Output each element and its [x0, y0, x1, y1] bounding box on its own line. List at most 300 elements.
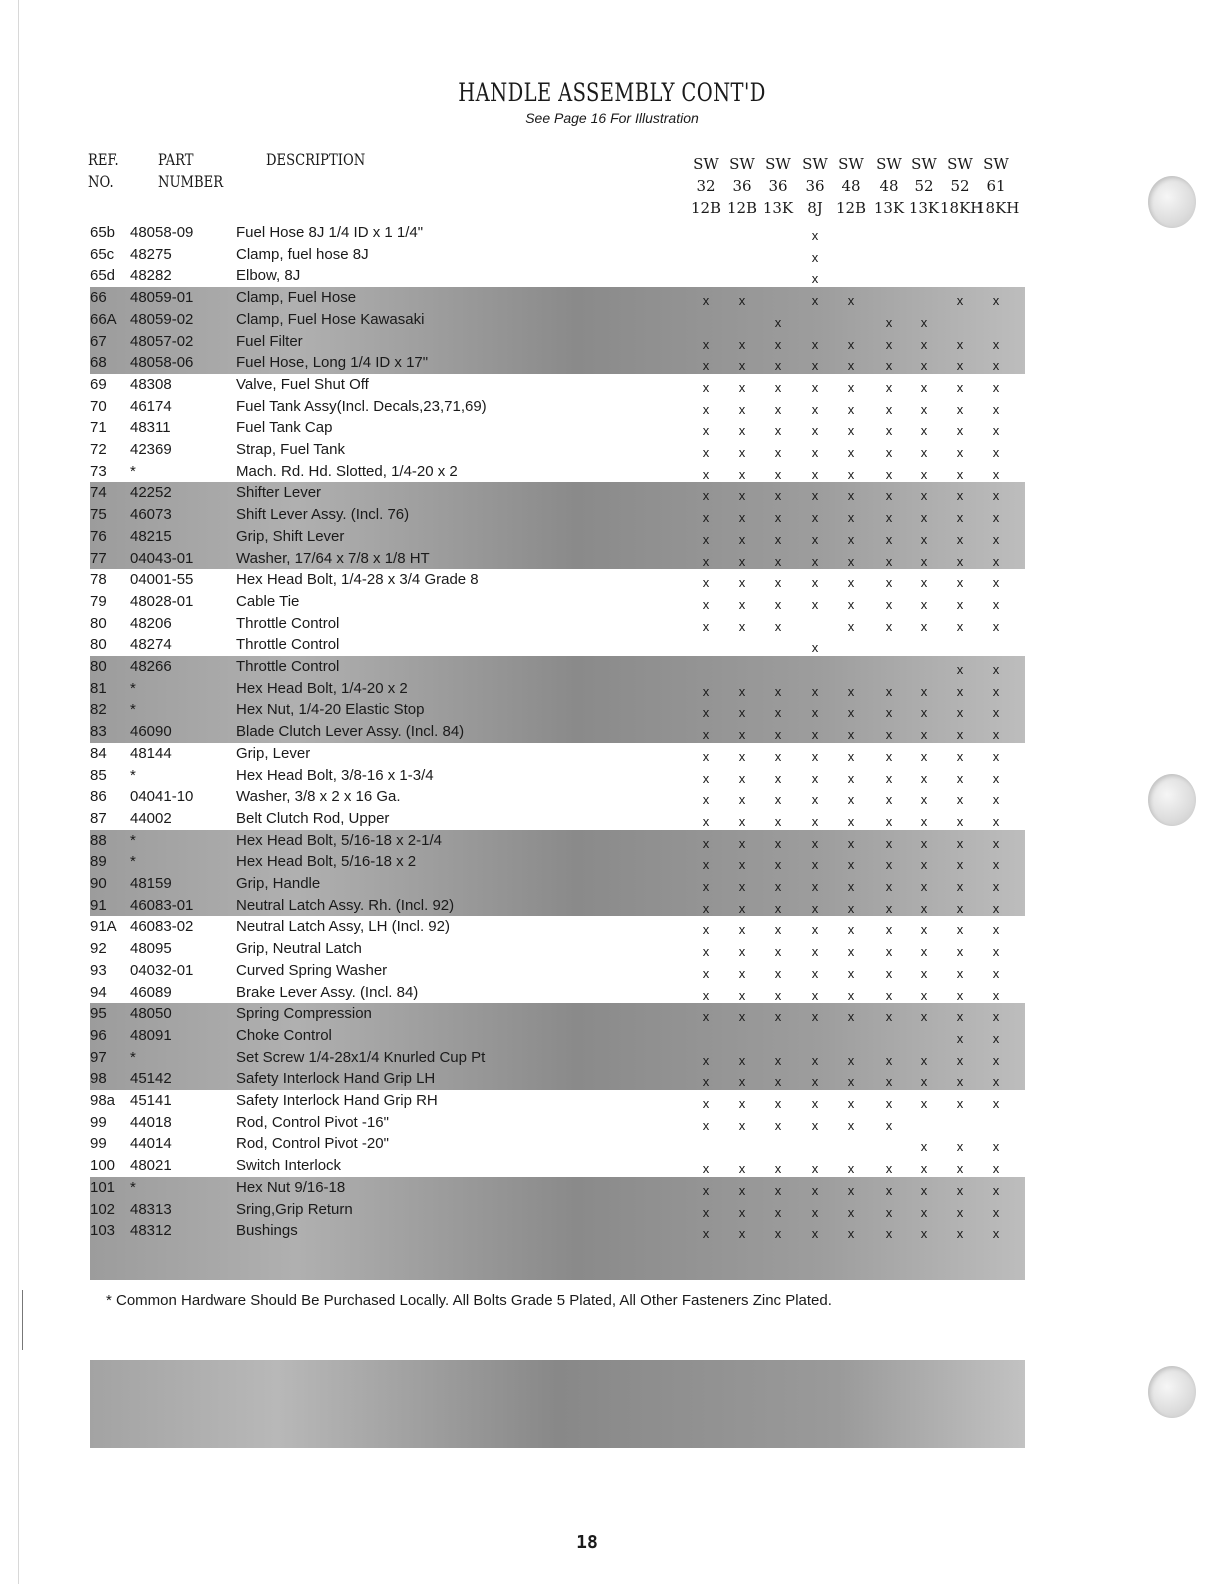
ref-cell: 78 — [90, 571, 107, 589]
model-header-line: SW — [947, 155, 973, 173]
fitment-mark: x — [774, 336, 782, 352]
table-row — [0, 656, 1224, 678]
fitment-mark: x — [885, 727, 893, 743]
fitment-mark: x — [992, 401, 1000, 417]
ref-cell: 86 — [90, 788, 107, 806]
fitment-mark: x — [811, 293, 819, 309]
model-header-line: 61 — [986, 177, 1006, 195]
fitment-mark: x — [885, 466, 893, 482]
fitment-mark: x — [702, 553, 710, 569]
fitment-mark: x — [811, 748, 819, 764]
fitment-mark: x — [885, 1117, 893, 1133]
part-number-cell: 48058-06 — [130, 354, 194, 372]
part-number-cell: 04043-01 — [130, 549, 194, 567]
fitment-mark: x — [920, 531, 928, 547]
fitment-mark: x — [992, 1009, 1000, 1025]
fitment-mark: x — [992, 618, 1000, 634]
fitment-mark: x — [847, 1161, 855, 1177]
ref-cell: 95 — [90, 1005, 107, 1023]
ref-cell: 65b — [90, 224, 116, 241]
model-header-5 — [869, 153, 909, 219]
ref-cell: 80 — [90, 658, 107, 675]
fitment-mark: x — [885, 618, 893, 634]
description-cell: Grip, Lever — [236, 744, 311, 762]
part-number-cell: * — [130, 831, 136, 849]
description-cell: Washer, 17/64 x 7/8 x 1/8 HT — [236, 549, 430, 567]
fitment-mark: x — [920, 1096, 928, 1111]
table-row — [0, 916, 1224, 938]
fitment-mark: x — [885, 944, 893, 960]
fitment-mark: x — [920, 1182, 928, 1198]
fitment-mark: x — [738, 965, 746, 981]
fitment-mark: x — [847, 531, 855, 547]
footnote: * Common Hardware Should Be Purchased Locally. All Bolts Grade 5 Plated, All Other Fasteners Zinc Plated. — [106, 1292, 832, 1309]
part-number-cell: 48275 — [130, 245, 172, 263]
table-row — [0, 1090, 1224, 1112]
fitment-mark: x — [738, 857, 746, 873]
table-row — [0, 721, 1224, 743]
fitment-mark: x — [811, 1182, 819, 1198]
part-number-cell: 04041-10 — [130, 788, 194, 806]
model-header-1 — [722, 153, 762, 219]
ref-cell: 65c — [90, 245, 115, 263]
fitment-mark: x — [956, 336, 964, 352]
part-number-cell: * — [130, 701, 136, 719]
fitment-mark: x — [956, 965, 964, 981]
fitment-mark: x — [702, 1204, 710, 1220]
fitment-mark: x — [992, 987, 1000, 1003]
fitment-mark: x — [847, 1182, 855, 1198]
fitment-mark: x — [702, 857, 710, 873]
fitment-mark: x — [992, 1052, 1000, 1068]
fitment-mark: x — [885, 553, 893, 569]
fitment-mark: x — [885, 683, 893, 699]
fitment-mark: x — [702, 879, 710, 894]
table-row — [0, 439, 1224, 461]
fitment-mark: x — [956, 293, 964, 309]
part-number-cell: * — [130, 853, 136, 871]
model-header-line: 48 — [879, 177, 899, 195]
fitment-mark: x — [811, 423, 819, 439]
fitment-mark: x — [847, 987, 855, 1003]
fitment-mark: x — [702, 575, 710, 591]
fitment-mark: x — [811, 987, 819, 1003]
model-header-line: 18KH — [976, 199, 1020, 217]
fitment-mark: x — [847, 488, 855, 504]
fitment-mark: x — [956, 531, 964, 547]
table-row — [0, 960, 1224, 982]
fitment-mark: x — [847, 618, 855, 634]
fitment-mark: x — [847, 900, 855, 916]
table-row — [0, 1025, 1224, 1047]
fitment-mark: x — [992, 379, 1000, 395]
part-number-cell: 46089 — [130, 983, 172, 1001]
description-cell: Valve, Fuel Shut Off — [236, 375, 369, 393]
fitment-mark: x — [885, 531, 893, 547]
fitment-mark: x — [847, 683, 855, 699]
description-cell: Curved Spring Washer — [236, 961, 388, 979]
part-number-cell: 48057-02 — [130, 332, 194, 350]
fitment-mark: x — [885, 575, 893, 591]
fitment-mark: x — [738, 575, 746, 591]
fitment-mark: x — [738, 879, 746, 894]
table-row — [0, 526, 1224, 548]
fitment-mark: x — [811, 379, 819, 395]
fitment-mark: x — [847, 401, 855, 417]
model-header-line: 36 — [768, 177, 788, 195]
fitment-mark: x — [702, 944, 710, 960]
table-row — [0, 569, 1224, 591]
fitment-mark: x — [811, 727, 819, 743]
fitment-mark: x — [847, 466, 855, 482]
ref-cell: 76 — [90, 527, 107, 545]
ref-cell: 97 — [90, 1048, 107, 1066]
fitment-mark: x — [811, 922, 819, 938]
ref-cell: 91A — [90, 918, 117, 936]
fitment-mark: x — [920, 1139, 928, 1155]
part-number-cell: 48058-09 — [130, 224, 194, 241]
fitment-mark: x — [992, 445, 1000, 460]
fitment-mark: x — [811, 228, 819, 243]
fitment-mark: x — [956, 770, 964, 786]
fitment-mark: x — [811, 1052, 819, 1068]
model-header-line: SW — [765, 155, 791, 173]
fitment-mark: x — [956, 683, 964, 699]
fitment-mark: x — [702, 1117, 710, 1133]
model-header-line: 13K — [762, 199, 794, 217]
fitment-mark: x — [885, 748, 893, 764]
fitment-mark: x — [774, 1096, 782, 1111]
model-header-line: 12B — [690, 199, 722, 217]
fitment-mark: x — [920, 596, 928, 612]
table-row — [0, 1199, 1224, 1221]
fitment-mark: x — [920, 813, 928, 829]
fitment-mark: x — [847, 1096, 855, 1111]
fitment-mark: x — [956, 727, 964, 743]
fitment-mark: x — [774, 1226, 782, 1242]
fitment-mark: x — [847, 553, 855, 569]
part-number-cell: 46174 — [130, 397, 172, 415]
fitment-mark: x — [847, 1226, 855, 1242]
fitment-mark: x — [738, 1161, 746, 1177]
description-cell: Shifter Lever — [236, 484, 322, 502]
table-row — [0, 1155, 1224, 1177]
fitment-mark: x — [847, 1204, 855, 1220]
fitment-mark: x — [847, 792, 855, 808]
fitment-mark: x — [956, 618, 964, 634]
fitment-mark: x — [702, 379, 710, 395]
fitment-mark: x — [956, 1009, 964, 1025]
fitment-mark: x — [956, 553, 964, 569]
fitment-mark: x — [702, 965, 710, 981]
fitment-mark: x — [738, 683, 746, 699]
fitment-mark: x — [885, 336, 893, 352]
description-cell: Bushings — [236, 1222, 298, 1240]
fitment-mark: x — [774, 1117, 782, 1133]
model-header-2 — [758, 153, 798, 219]
description-cell: Throttle Control — [236, 658, 340, 675]
part-number-cell: 45141 — [130, 1092, 172, 1109]
table-row — [0, 287, 1224, 309]
part-number-cell: 48266 — [130, 658, 172, 675]
part-number-cell: 48059-02 — [130, 310, 194, 328]
ref-cell: 89 — [90, 853, 107, 871]
fitment-mark: x — [847, 965, 855, 981]
part-number-cell: 46073 — [130, 506, 172, 524]
fitment-mark: x — [885, 965, 893, 981]
fitment-mark: x — [702, 488, 710, 504]
fitment-mark: x — [774, 1009, 782, 1025]
ref-cell: 66A — [90, 310, 117, 328]
fitment-mark: x — [992, 1226, 1000, 1242]
part-number-cell: 48311 — [130, 419, 171, 437]
description-cell: Hex Head Bolt, 1/4-28 x 3/4 Grade 8 — [236, 571, 479, 589]
fitment-mark: x — [956, 358, 964, 374]
table-row — [0, 678, 1224, 700]
description-cell: Brake Lever Assy. (Incl. 84) — [236, 983, 419, 1001]
fitment-mark: x — [702, 792, 710, 808]
fitment-mark: x — [956, 510, 964, 526]
part-number-cell: 44018 — [130, 1113, 172, 1131]
part-number-cell: 48091 — [130, 1026, 172, 1044]
fitment-mark: x — [774, 1052, 782, 1068]
fitment-mark: x — [702, 705, 710, 721]
model-header-line: SW — [838, 155, 864, 173]
fitment-mark: x — [774, 618, 782, 634]
part-number-cell: 46083-01 — [130, 896, 194, 914]
description-column-header: DESCRIPTION — [266, 150, 366, 169]
fitment-mark: x — [992, 727, 1000, 743]
part-number-cell: 04032-01 — [130, 961, 194, 979]
fitment-mark: x — [920, 965, 928, 981]
fitment-mark: x — [847, 727, 855, 743]
fitment-mark: x — [920, 379, 928, 395]
fitment-mark: x — [992, 965, 1000, 981]
ref-cell: 93 — [90, 961, 107, 979]
fitment-mark: x — [920, 466, 928, 482]
fitment-mark: x — [738, 770, 746, 786]
part-number-cell: 48282 — [130, 267, 172, 285]
ref-cell: 83 — [90, 723, 107, 741]
fitment-mark: x — [774, 987, 782, 1003]
fitment-mark: x — [956, 835, 964, 851]
fitment-mark: x — [885, 1009, 893, 1025]
fitment-mark: x — [738, 1074, 746, 1090]
fitment-mark: x — [774, 379, 782, 395]
fitment-mark: x — [738, 596, 746, 612]
fitment-mark: x — [702, 358, 710, 374]
fitment-mark: x — [847, 358, 855, 374]
model-header-7 — [940, 153, 984, 219]
fitment-mark: x — [847, 857, 855, 873]
table-row — [0, 873, 1224, 895]
ref-cell: 80 — [90, 614, 107, 632]
fitment-mark: x — [885, 792, 893, 808]
model-header-line: 32 — [696, 177, 716, 195]
table-row — [0, 1177, 1224, 1199]
model-header-line: SW — [693, 155, 719, 173]
fitment-mark: x — [920, 358, 928, 374]
fitment-mark: x — [956, 488, 964, 504]
fitment-mark: x — [920, 488, 928, 504]
part-number-cell: 48144 — [130, 744, 172, 762]
fitment-mark: x — [738, 618, 746, 634]
fitment-mark: x — [885, 705, 893, 721]
fitment-mark: x — [811, 1204, 819, 1220]
fitment-mark: x — [992, 531, 1000, 547]
fitment-mark: x — [956, 944, 964, 960]
fitment-mark: x — [811, 770, 819, 786]
fitment-mark: x — [956, 445, 964, 460]
fitment-mark: x — [847, 1074, 855, 1090]
part-number-cell: * — [130, 462, 136, 480]
description-cell: Washer, 3/8 x 2 x 16 Ga. — [236, 788, 401, 806]
table-row — [0, 895, 1224, 917]
fitment-mark: x — [702, 1052, 710, 1068]
fitment-mark: x — [992, 857, 1000, 873]
ref-cell: 98 — [90, 1070, 107, 1088]
fitment-mark: x — [738, 1009, 746, 1025]
part-number-cell: 48028-01 — [130, 592, 194, 610]
fitment-mark: x — [992, 879, 1000, 894]
fitment-mark: x — [920, 336, 928, 352]
table-row — [0, 1220, 1224, 1242]
fitment-mark: x — [956, 813, 964, 829]
fitment-mark: x — [920, 987, 928, 1003]
ref-cell: 92 — [90, 940, 107, 958]
fitment-mark: x — [920, 618, 928, 634]
table-row — [0, 1112, 1224, 1134]
fitment-mark: x — [956, 379, 964, 395]
fitment-mark: x — [811, 575, 819, 591]
fitment-mark: x — [992, 1161, 1000, 1177]
fitment-mark: x — [774, 1182, 782, 1198]
table-row — [0, 634, 1224, 656]
fitment-mark: x — [811, 792, 819, 808]
fitment-mark: x — [738, 944, 746, 960]
description-cell: Rod, Control Pivot -16" — [236, 1113, 389, 1131]
table-row — [0, 1003, 1224, 1025]
fitment-mark: x — [920, 1074, 928, 1090]
fitment-mark: x — [956, 466, 964, 482]
ref-header-line2: NO. — [88, 172, 114, 191]
fitment-mark: x — [885, 1161, 893, 1177]
description-cell: Safety Interlock Hand Grip LH — [236, 1070, 436, 1088]
fitment-mark: x — [885, 358, 893, 374]
description-cell: Neutral Latch Assy. Rh. (Incl. 92) — [236, 896, 455, 914]
fitment-mark: x — [920, 1052, 928, 1068]
part-number-cell: 42369 — [130, 441, 172, 458]
fitment-mark: x — [774, 553, 782, 569]
fitment-mark: x — [920, 445, 928, 460]
fitment-mark: x — [992, 510, 1000, 526]
ref-cell: 73 — [90, 462, 107, 480]
fitment-mark: x — [702, 423, 710, 439]
description-cell: Belt Clutch Rod, Upper — [236, 809, 390, 827]
fitment-mark: x — [738, 401, 746, 417]
part-number-cell: 48313 — [130, 1200, 172, 1218]
fitment-mark: x — [847, 944, 855, 960]
fitment-mark: x — [885, 1204, 893, 1220]
fitment-mark: x — [920, 727, 928, 743]
fitment-mark: x — [956, 879, 964, 894]
fitment-mark: x — [847, 1117, 855, 1133]
fitment-mark: x — [992, 596, 1000, 612]
fitment-mark: x — [847, 879, 855, 894]
part-number-cell: 45142 — [130, 1070, 172, 1088]
fitment-mark: x — [956, 1030, 964, 1046]
fitment-mark: x — [956, 705, 964, 721]
description-cell: Safety Interlock Hand Grip RH — [236, 1092, 438, 1109]
description-cell: Grip, Handle — [236, 875, 321, 892]
fitment-mark: x — [811, 900, 819, 916]
fitment-mark: x — [774, 683, 782, 699]
description-cell: Switch Interlock — [236, 1157, 342, 1175]
ref-cell: 71 — [90, 419, 107, 437]
fitment-mark: x — [992, 423, 1000, 439]
fitment-mark: x — [885, 835, 893, 851]
fitment-mark: x — [847, 596, 855, 612]
fitment-mark: x — [774, 770, 782, 786]
fitment-mark: x — [811, 705, 819, 721]
description-cell: Strap, Fuel Tank — [236, 441, 345, 458]
table-row — [0, 309, 1224, 331]
ref-header-line1: REF. — [88, 150, 119, 169]
fitment-mark: x — [885, 1226, 893, 1242]
model-header-line: 52 — [950, 177, 970, 195]
fitment-mark: x — [811, 857, 819, 873]
fitment-mark: x — [992, 466, 1000, 482]
part-number-cell: 48021 — [130, 1157, 172, 1175]
fitment-mark: x — [811, 813, 819, 829]
fitment-mark: x — [847, 445, 855, 460]
fitment-mark: x — [885, 423, 893, 439]
fitment-mark: x — [738, 900, 746, 916]
fitment-mark: x — [738, 1226, 746, 1242]
fitment-mark: x — [738, 488, 746, 504]
fitment-mark: x — [702, 1226, 710, 1242]
fitment-mark: x — [920, 922, 928, 938]
description-cell: Grip, Shift Lever — [236, 527, 345, 545]
fitment-mark: x — [956, 423, 964, 439]
fitment-mark: x — [992, 792, 1000, 808]
fitment-mark: x — [956, 1052, 964, 1068]
table-row — [0, 786, 1224, 808]
ref-cell: 74 — [90, 484, 107, 502]
fitment-mark: x — [885, 1096, 893, 1111]
fitment-mark: x — [738, 1182, 746, 1198]
fitment-mark: x — [774, 727, 782, 743]
ref-cell: 77 — [90, 549, 107, 567]
fitment-mark: x — [847, 813, 855, 829]
description-cell: Hex Head Bolt, 3/8-16 x 1-3/4 — [236, 766, 434, 784]
table-row — [0, 374, 1224, 396]
fitment-mark: x — [702, 1161, 710, 1177]
fitment-mark: x — [992, 1204, 1000, 1220]
fitment-mark: x — [774, 423, 782, 439]
ref-cell: 69 — [90, 375, 107, 393]
fitment-mark: x — [847, 293, 855, 309]
fitment-mark: x — [956, 401, 964, 417]
fitment-mark: x — [885, 987, 893, 1003]
part-header-line2: NUMBER — [158, 172, 224, 191]
fitment-mark: x — [920, 1204, 928, 1220]
fitment-mark: x — [920, 510, 928, 526]
table-row — [0, 244, 1224, 266]
fitment-mark: x — [811, 510, 819, 526]
fitment-mark: x — [956, 922, 964, 938]
fitment-mark: x — [702, 900, 710, 916]
